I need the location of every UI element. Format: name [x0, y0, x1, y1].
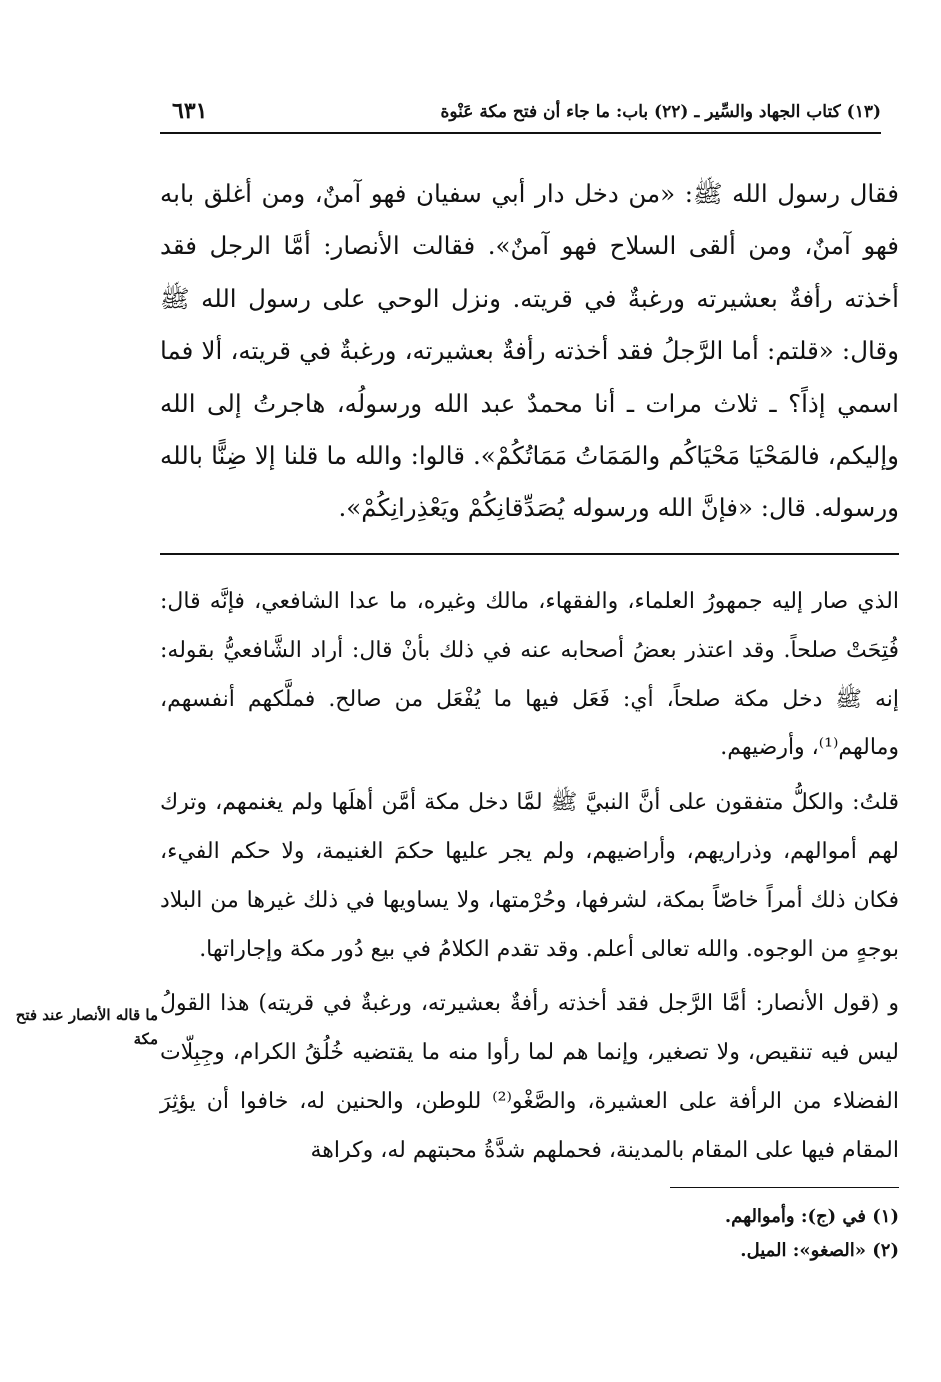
hadith-text [160, 168, 899, 535]
footnote: (١) في (ج): وأموالهم. [724, 1206, 899, 1227]
hadith-paragraph: فقال رسول الله ﷺ: «من دخل دار أبي سفيان فهو آمنٌ، ومن أغلق بابه فهو آمنٌ، ومن ألقى السلاح فهو آمنٌ». فقالت الأنصار: أمَّا الرجل فقد أخذته رأفةٌ بعشيرته ورغبةٌ في قريته. ونزل الوحي على رسول الله ﷺ وقال: «قلتم: أما الرَّجلُ فقد أخذته رأفةٌ بعشيرته، ورغبةٌ في قريته، ألا فما اسمي إذاً؟ ـ ثلاث مرات ـ أنا محمدٌ عبد الله ورسولُه، هاجرتُ إلى الله وإليكم، فالمَحْيَا مَحْيَاكُم والمَمَاتُ مَمَاتُكُمْ». قالوا: والله ما قلنا إلا ضِنًّا بالله ورسوله. قال: «فإنَّ الله ورسوله يُصَدِّقانِكُمْ ويَعْذِرانِكُمْ». [160, 179, 899, 523]
commentary-text [160, 578, 899, 1182]
commentary-paragraph: و (قول الأنصار: أمَّا الرَّجل فقد أخذته رأفةٌ بعشيرته، ورغبةٌ في قريته) هذا القولُ ليس فيه تنقيص، ولا تصغير، وإنما هم لما رأوا منه ما يقتضيه خُلُقُ الكرام، وجِبِلّات الفضلاء من الرأفة على العشيرة، والصَّغْو⁽²⁾ للوطن، والحنين له، خافوا أن يؤثِرَ المقام فيها على المقام بالمدينة، فحملهم شدَّةُ محبتهم له، وكراهة [160, 991, 899, 1163]
page-number: ٦٣١ [172, 98, 208, 124]
text-separator [160, 553, 899, 555]
page-header [160, 96, 881, 134]
commentary-paragraph: قلتُ: والكلُّ متفقون على أنَّ النبيَّ ﷺ لمَّا دخل مكة أمَّن أهلَها ولم يغنمهم، وترك لهم أموالهم، وذراريهم، وأراضيهم، ولم يجر عليها حكمَ الغنيمة، ولا حكم الفيء، فكان ذلك أمراً خاصّاً بمكة، لشرفها، وحُرْمتها، ولا يساويها في ذلك غيرها من البلاد بوجهٍ من الوجوه. والله تعالى أعلم. وقد تقدم الكلامُ في بيع دُور مكة وإجاراتها. [160, 790, 899, 962]
commentary-paragraph: الذي صار إليه جمهورُ العلماء، والفقهاء، مالك وغيره، ما عدا الشافعي، فإنَّه قال: فُتِحَتْ صلحاً. وقد اعتذر بعضُ أصحابه عنه في ذلك بأنْ قال: أراد الشَّافعيُّ بقوله: إنه ﷺ دخل مكة صلحاً، أي: فَعَل فيها ما يُفْعَل من صالح. فملَّكهم أنفسهم، ومالهم⁽¹⁾، وأرضيهم. [160, 589, 899, 761]
footnote-rule [670, 1187, 899, 1188]
running-title: (١٣) كتاب الجهاد والسِّير ـ (٢٢) باب: ما جاء أن فتح مكة عَنْوة [440, 102, 881, 122]
footnotes [160, 1200, 899, 1268]
footnote: (٢) «الصغو»: الميل. [740, 1240, 899, 1261]
margin-note: ما قاله الأنصار عند فتح مكة [15, 1006, 158, 1048]
